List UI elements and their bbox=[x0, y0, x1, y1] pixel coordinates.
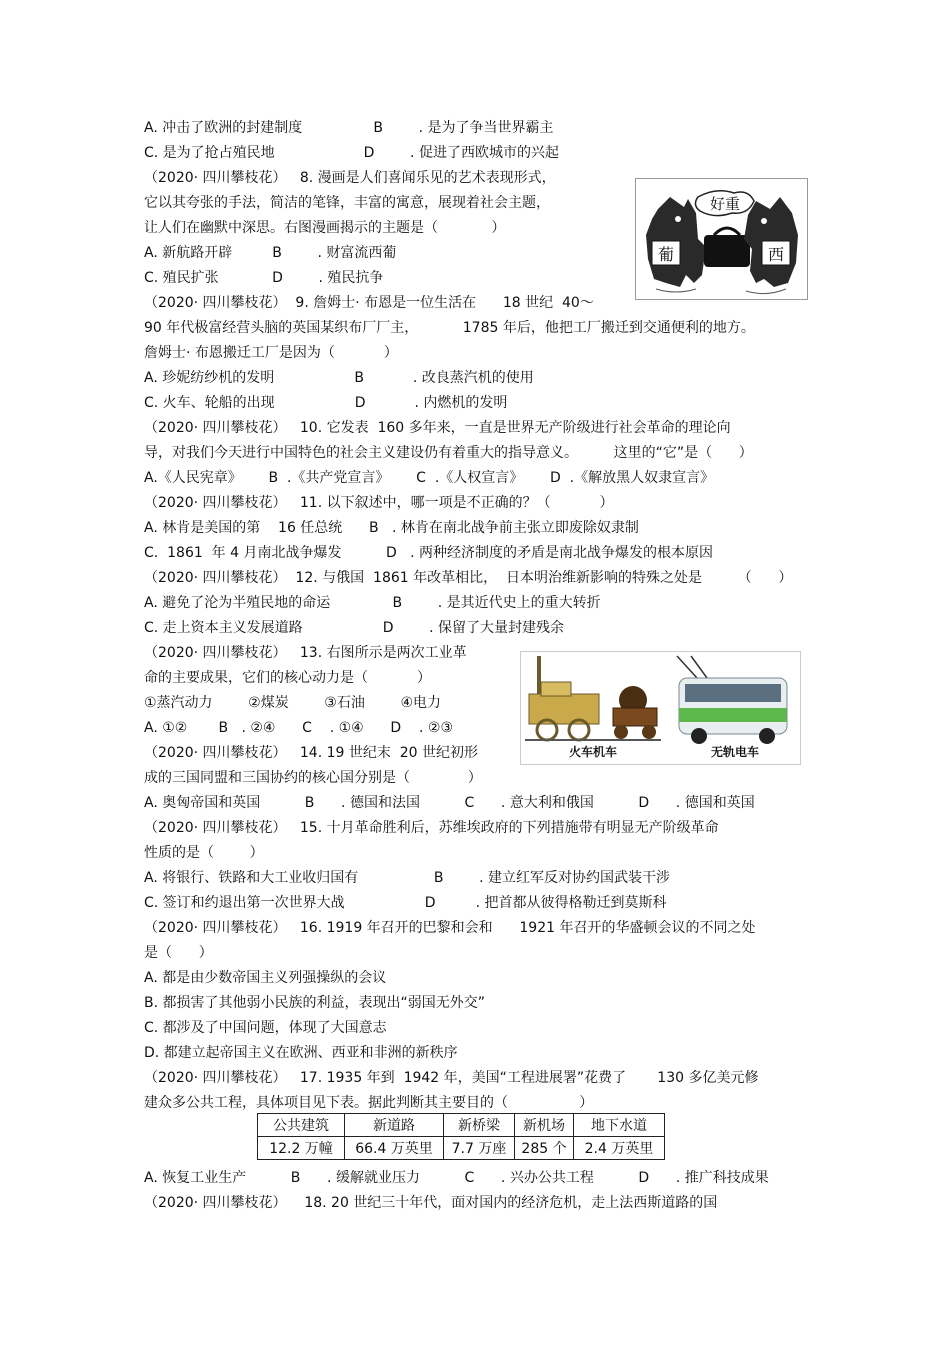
text-line: （2020· 四川攀枝花） 17. 1935 年到 1942 年，美国“工程进展署”花费了 130 多亿美元修 bbox=[144, 1070, 759, 1086]
cartoon-banner: 好重 bbox=[709, 195, 741, 213]
text-line: A. 林肯是美国的第 16 任总统 B . 林肯在南北战争前主张立即废除奴隶制 bbox=[144, 520, 639, 536]
text-line: A. 将银行、铁路和大工业收归国有 B . 建立红军反对协约国武装干涉 bbox=[144, 870, 670, 886]
text-line: C. 1861 年 4 月南北战争爆发 D . 两种经济制度的矛盾是南北战争爆发的根本原因 bbox=[144, 545, 713, 561]
cartoon-illustration bbox=[636, 179, 807, 299]
text-line: 是（ ） bbox=[144, 945, 213, 961]
text-line: A.《人民宪章》 B .《共产党宣言》 C .《人权宣言》 D .《解放黑人奴隶宣言》 bbox=[144, 470, 715, 486]
text-line: C. 都涉及了中国问题，体现了大国意志 bbox=[144, 1020, 387, 1036]
public-works-table bbox=[257, 1113, 665, 1160]
table-cell: 12.2 万幢 bbox=[258, 1137, 345, 1160]
trolleybus-caption: 无轨电车 bbox=[710, 745, 760, 759]
table-header-cell: 公共建筑 bbox=[258, 1114, 345, 1137]
text-line: （2020· 四川攀枝花） 16. 1919 年召开的巴黎和会和 1921 年召开的华盛顿会议的不同之处 bbox=[144, 920, 756, 936]
text-line: A. ①② B . ②④ C . ①④ D . ②③ bbox=[144, 720, 454, 736]
text-line: A. 恢复工业生产 B . 缓解就业压力 C . 兴办公共工程 D . 推广科技成果 bbox=[144, 1170, 769, 1186]
text-line: 建众多公共工程，具体项目见下表。据此判断其主要目的（ ） bbox=[144, 1095, 594, 1111]
text-line: B. 都损害了其他弱小民族的利益，表现出“弱国无外交” bbox=[144, 995, 486, 1011]
table-header-cell: 新机场 bbox=[515, 1114, 574, 1137]
table-cell: 2.4 万英里 bbox=[574, 1137, 665, 1160]
text-line: （2020· 四川攀枝花） 15. 十月革命胜利后，苏维埃政府的下列措施带有明显无产阶级革命 bbox=[144, 820, 719, 836]
text-line: 性质的是（ ） bbox=[144, 845, 264, 861]
table-cell: 285 个 bbox=[515, 1137, 574, 1160]
text-line: 成的三国同盟和三国协约的核心国分别是（ ） bbox=[144, 770, 482, 786]
text-line: C. 签订和约退出第一次世界大战 D . 把首都从彼得格勒迁到莫斯科 bbox=[144, 895, 667, 911]
text-line: （2020· 四川攀枝花） 18. 20 世纪三十年代，面对国内的经济危机，走上法西斯道路的国 bbox=[144, 1195, 718, 1211]
text-line: 它以其夸张的手法，简洁的笔锋，丰富的寓意，展现着社会主题， bbox=[144, 195, 550, 211]
table-cell: 7.7 万座 bbox=[444, 1137, 515, 1160]
text-line: C. 走上资本主义发展道路 D . 保留了大量封建残余 bbox=[144, 620, 565, 636]
text-line: A. 避免了沦为半殖民地的命运 B . 是其近代史上的重大转折 bbox=[144, 595, 601, 611]
text-line: 命的主要成果，它们的核心动力是（ ） bbox=[144, 670, 431, 686]
text-line: A. 都是由少数帝国主义列强操纵的会议 bbox=[144, 970, 387, 986]
table-row bbox=[258, 1137, 665, 1160]
cartoon-figure bbox=[635, 178, 808, 300]
text-line: C. 火车、轮船的出现 D . 内燃机的发明 bbox=[144, 395, 508, 411]
table-header-row bbox=[258, 1114, 665, 1137]
table-header-cell: 新道路 bbox=[345, 1114, 444, 1137]
text-line: （2020· 四川攀枝花） 11. 以下叙述中，哪一项是不正确的？（ ） bbox=[144, 495, 614, 511]
text-line: 90 年代极富经营头脑的英国某织布厂厂主， 1785 年后，他把工厂搬迁到交通便利的地方。 bbox=[144, 320, 755, 336]
table-header-cell: 新桥梁 bbox=[444, 1114, 515, 1137]
text-line: （2020· 四川攀枝花） 9. 詹姆士· 布恩是一位生活在 18 世纪 40～ bbox=[144, 295, 594, 311]
text-line: ①蒸汽动力 ②煤炭 ③石油 ④电力 bbox=[144, 695, 442, 711]
text-line: A. 珍妮纺纱机的发明 B . 改良蒸汽机的使用 bbox=[144, 370, 534, 386]
text-line: A. 冲击了欧洲的封建制度 B . 是为了争当世界霸主 bbox=[144, 120, 554, 136]
text-line: A. 奥匈帝国和英国 B . 德国和法国 C . 意大利和俄国 D . 德国和英国 bbox=[144, 795, 755, 811]
text-line: C. 是为了抢占殖民地 D . 促进了西欧城市的兴起 bbox=[144, 145, 559, 161]
text-line: （2020· 四川攀枝花） 8. 漫画是人们喜闻乐见的艺术表现形式， bbox=[144, 170, 556, 186]
text-line: 导，对我们今天进行中国特色的社会主义建设仍有着重大的指导意义。 这里的“它”是（ ） bbox=[144, 445, 753, 461]
cartoon-label-left: 葡 bbox=[657, 245, 675, 264]
text-line: （2020· 四川攀枝花） 10. 它发表 160 多年来，一直是世界无产阶级进行社会革命的理论向 bbox=[144, 420, 731, 436]
text-line: C. 殖民扩张 D . 殖民抗争 bbox=[144, 270, 384, 286]
text-line: D. 都建立起帝国主义在欧洲、西亚和非洲的新秩序 bbox=[144, 1045, 458, 1061]
cartoon-label-right: 西 bbox=[767, 245, 785, 264]
text-line: 詹姆士· 布恩搬迁工厂是因为（ ） bbox=[144, 345, 398, 361]
text-line: A. 新航路开辟 B . 财富流西葡 bbox=[144, 245, 397, 261]
table-header-cell: 地下水道 bbox=[574, 1114, 665, 1137]
industry-illustration bbox=[521, 652, 800, 764]
table-cell: 66.4 万英里 bbox=[345, 1137, 444, 1160]
locomotive-caption: 火车机车 bbox=[568, 745, 618, 759]
industry-figure bbox=[520, 651, 801, 765]
text-line: （2020· 四川攀枝花） 12. 与俄国 1861 年改革相比， 日本明治维新影响的特殊之处是 （ ） bbox=[144, 570, 793, 586]
text-line: 让人们在幽默中深思。右图漫画揭示的主题是（ ） bbox=[144, 220, 506, 236]
text-line: （2020· 四川攀枝花） 14. 19 世纪末 20 世纪初形 bbox=[144, 745, 479, 761]
text-line: （2020· 四川攀枝花） 13. 右图所示是两次工业革 bbox=[144, 645, 467, 661]
